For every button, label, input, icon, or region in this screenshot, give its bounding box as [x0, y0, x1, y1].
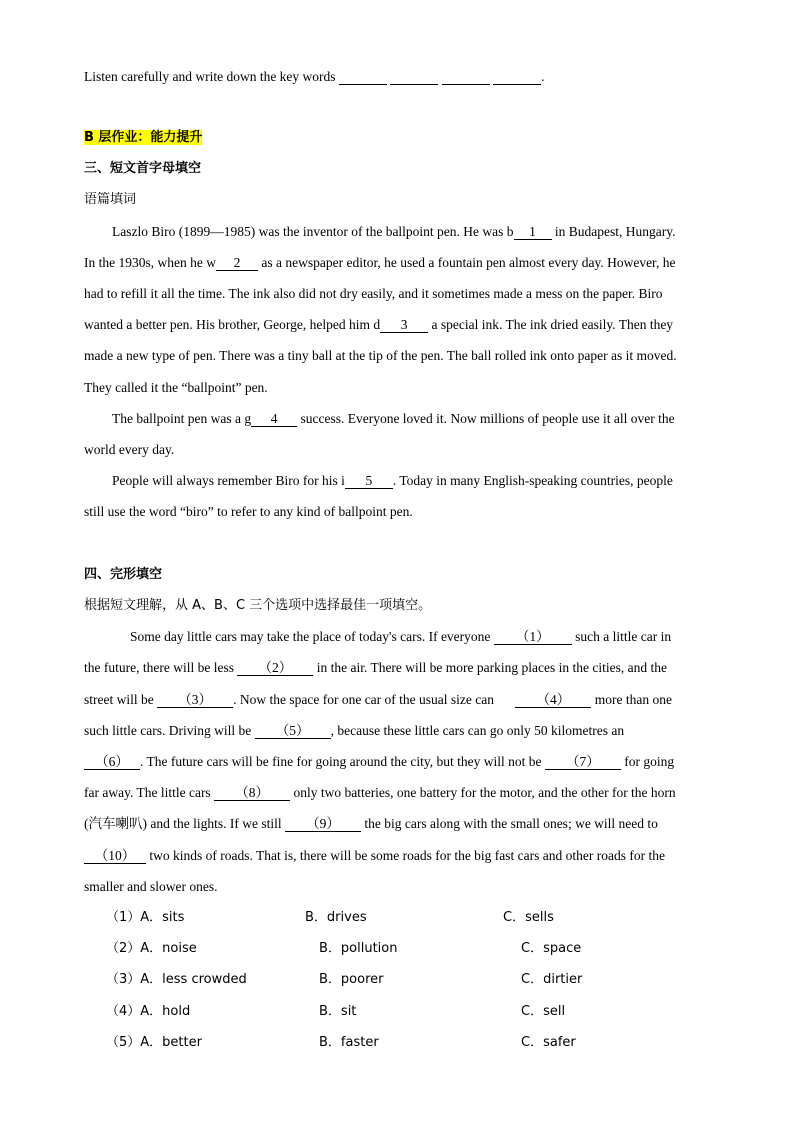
p1-text: In the 1930s, when he w	[84, 255, 216, 270]
p1-line-4	[84, 316, 673, 334]
p1-text: as a newspaper editor, he used a fountain pen almost every day. However, he	[257, 255, 676, 270]
p2-text: The ballpoint pen was a g	[112, 411, 252, 426]
option-4-a[interactable]: （4）A．hold	[106, 1004, 191, 1019]
cloze-text: Some day little cars may take the place of today's cars. If everyone	[130, 629, 491, 644]
keyword-blank-3[interactable]	[442, 69, 490, 85]
p2-line-2: world every day.	[84, 442, 175, 457]
cloze-text: only two batteries, one battery for the motor, and the other for the horn	[293, 785, 676, 800]
cloze-blank-7[interactable]: （7）	[545, 754, 621, 770]
cloze-blank-5[interactable]: （5）	[255, 723, 331, 739]
cloze-text: in the air. There will be more parking places in the cities, and the	[316, 660, 667, 675]
option-1-c[interactable]: C．sells	[503, 910, 554, 925]
cloze-text: more than one	[594, 692, 672, 707]
option-2-b[interactable]: B．pollution	[319, 941, 398, 956]
listen-instruction	[84, 68, 544, 86]
cloze-text: . Now the space for one car of the usual size can	[233, 692, 494, 707]
keyword-blank-1[interactable]	[339, 69, 387, 85]
p2-text: success. Everyone loved it. Now millions of people use it all over the	[297, 411, 675, 426]
p1-text: wanted a better pen. His brother, George, helped him d	[84, 317, 381, 332]
cloze-text: . The future cars will be fine for going around the city, but they will not be	[140, 754, 542, 769]
blank-4[interactable]: 4	[251, 411, 297, 427]
p3-text: People will always remember Biro for his i	[112, 473, 345, 488]
p1-line-2	[84, 254, 676, 272]
p1-line-5: made a new type of pen. There was a tiny ball at the tip of the pen. The ball rolled ink onto paper as it moved.	[84, 348, 677, 363]
option-1-b[interactable]: B．drives	[305, 910, 367, 925]
cloze-blank-1[interactable]: （1）	[494, 629, 572, 645]
cloze-text: such little cars. Driving will be	[84, 723, 252, 738]
section4-title: 四、完形填空	[84, 567, 163, 582]
option-2-a[interactable]: （2）A．noise	[106, 941, 197, 956]
option-5-b[interactable]: B．faster	[319, 1035, 379, 1050]
p1-line-3: had to refill it all the time. The ink also did not dry easily, and it sometimes made a mess on the paper. Biro	[84, 286, 663, 301]
section4-instruction: 根据短文理解，从 A、B、C 三个选项中选择最佳一项填空。	[84, 598, 432, 613]
cloze-text: , because these little cars can go only 50 kilometres an	[330, 723, 625, 738]
p1-text: in Budapest, Hungary.	[551, 224, 676, 239]
cloze-blank-2[interactable]: （2）	[237, 660, 313, 676]
cloze-text: the big cars along with the small ones; we will need to	[364, 816, 658, 831]
cloze-line-2	[84, 659, 667, 677]
p1-line-1	[112, 223, 676, 241]
blank-1[interactable]: 1	[514, 224, 552, 240]
cloze-text: two kinds of roads. That is, there will be some roads for the big fast cars and other roads for the	[149, 848, 665, 863]
blank-5[interactable]: 5	[345, 473, 393, 489]
option-3-a[interactable]: （3）A．less crowded	[106, 972, 247, 987]
option-2-c[interactable]: C．space	[521, 941, 582, 956]
p3-text: . Today in many English-speaking countries, people	[392, 473, 673, 488]
cloze-line-3	[84, 691, 672, 709]
cloze-line-5	[84, 753, 674, 771]
cloze-line-9: smaller and slower ones.	[84, 879, 218, 894]
section3-title: 三、短文首字母填空	[84, 161, 202, 176]
listen-text: Listen carefully and write down the key words	[84, 69, 336, 84]
cloze-blank-3[interactable]: （3）	[157, 692, 233, 708]
option-5-c[interactable]: C．safer	[521, 1035, 576, 1050]
cloze-line-7	[84, 815, 658, 833]
p2-line-1	[112, 410, 675, 428]
option-4-b[interactable]: B．sit	[319, 1004, 357, 1019]
cloze-text: (汽车喇叭) and the lights. If we still	[84, 816, 282, 831]
blank-3[interactable]: 3	[380, 317, 428, 333]
cloze-blank-8[interactable]: （8）	[214, 785, 290, 801]
section3-subtitle: 语篇填词	[84, 192, 137, 207]
keyword-blank-2[interactable]	[390, 69, 438, 85]
cloze-text: street will be	[84, 692, 154, 707]
section-b-text: B 层作业：能力提升	[84, 130, 203, 145]
option-1-a[interactable]: （1）A．sits	[106, 910, 185, 925]
option-4-c[interactable]: C．sell	[521, 1004, 566, 1019]
section-b-label	[84, 129, 202, 147]
p3-line-1	[112, 472, 673, 490]
p1-line-6: They called it the “ballpoint” pen.	[84, 380, 268, 395]
option-3-c[interactable]: C．dirtier	[521, 972, 583, 987]
option-5-a[interactable]: （5）A．better	[106, 1035, 202, 1050]
blank-2[interactable]: 2	[216, 255, 258, 271]
cloze-line-8	[84, 847, 665, 865]
keyword-blank-4[interactable]	[493, 69, 541, 85]
cloze-line-6	[84, 784, 676, 802]
cloze-text: the future, there will be less	[84, 660, 234, 675]
cloze-text: for going	[624, 754, 675, 769]
p3-line-2: still use the word “biro” to refer to any kind of ballpoint pen.	[84, 504, 413, 519]
cloze-blank-6[interactable]: （6）	[84, 754, 140, 770]
cloze-text: such a little car in	[575, 629, 672, 644]
cloze-blank-10[interactable]: （10）	[84, 848, 146, 864]
option-3-b[interactable]: B．poorer	[319, 972, 384, 987]
cloze-blank-9[interactable]: （9）	[285, 816, 361, 832]
cloze-text: far away. The little cars	[84, 785, 211, 800]
p1-text: a special ink. The ink dried easily. Then they	[428, 317, 674, 332]
cloze-blank-4[interactable]: （4）	[515, 692, 591, 708]
cloze-line-1	[130, 628, 671, 646]
cloze-line-4	[84, 722, 624, 740]
p1-text: Laszlo Biro (1899—1985) was the inventor of the ballpoint pen. He was b	[112, 224, 514, 239]
listen-end: .	[541, 69, 545, 84]
